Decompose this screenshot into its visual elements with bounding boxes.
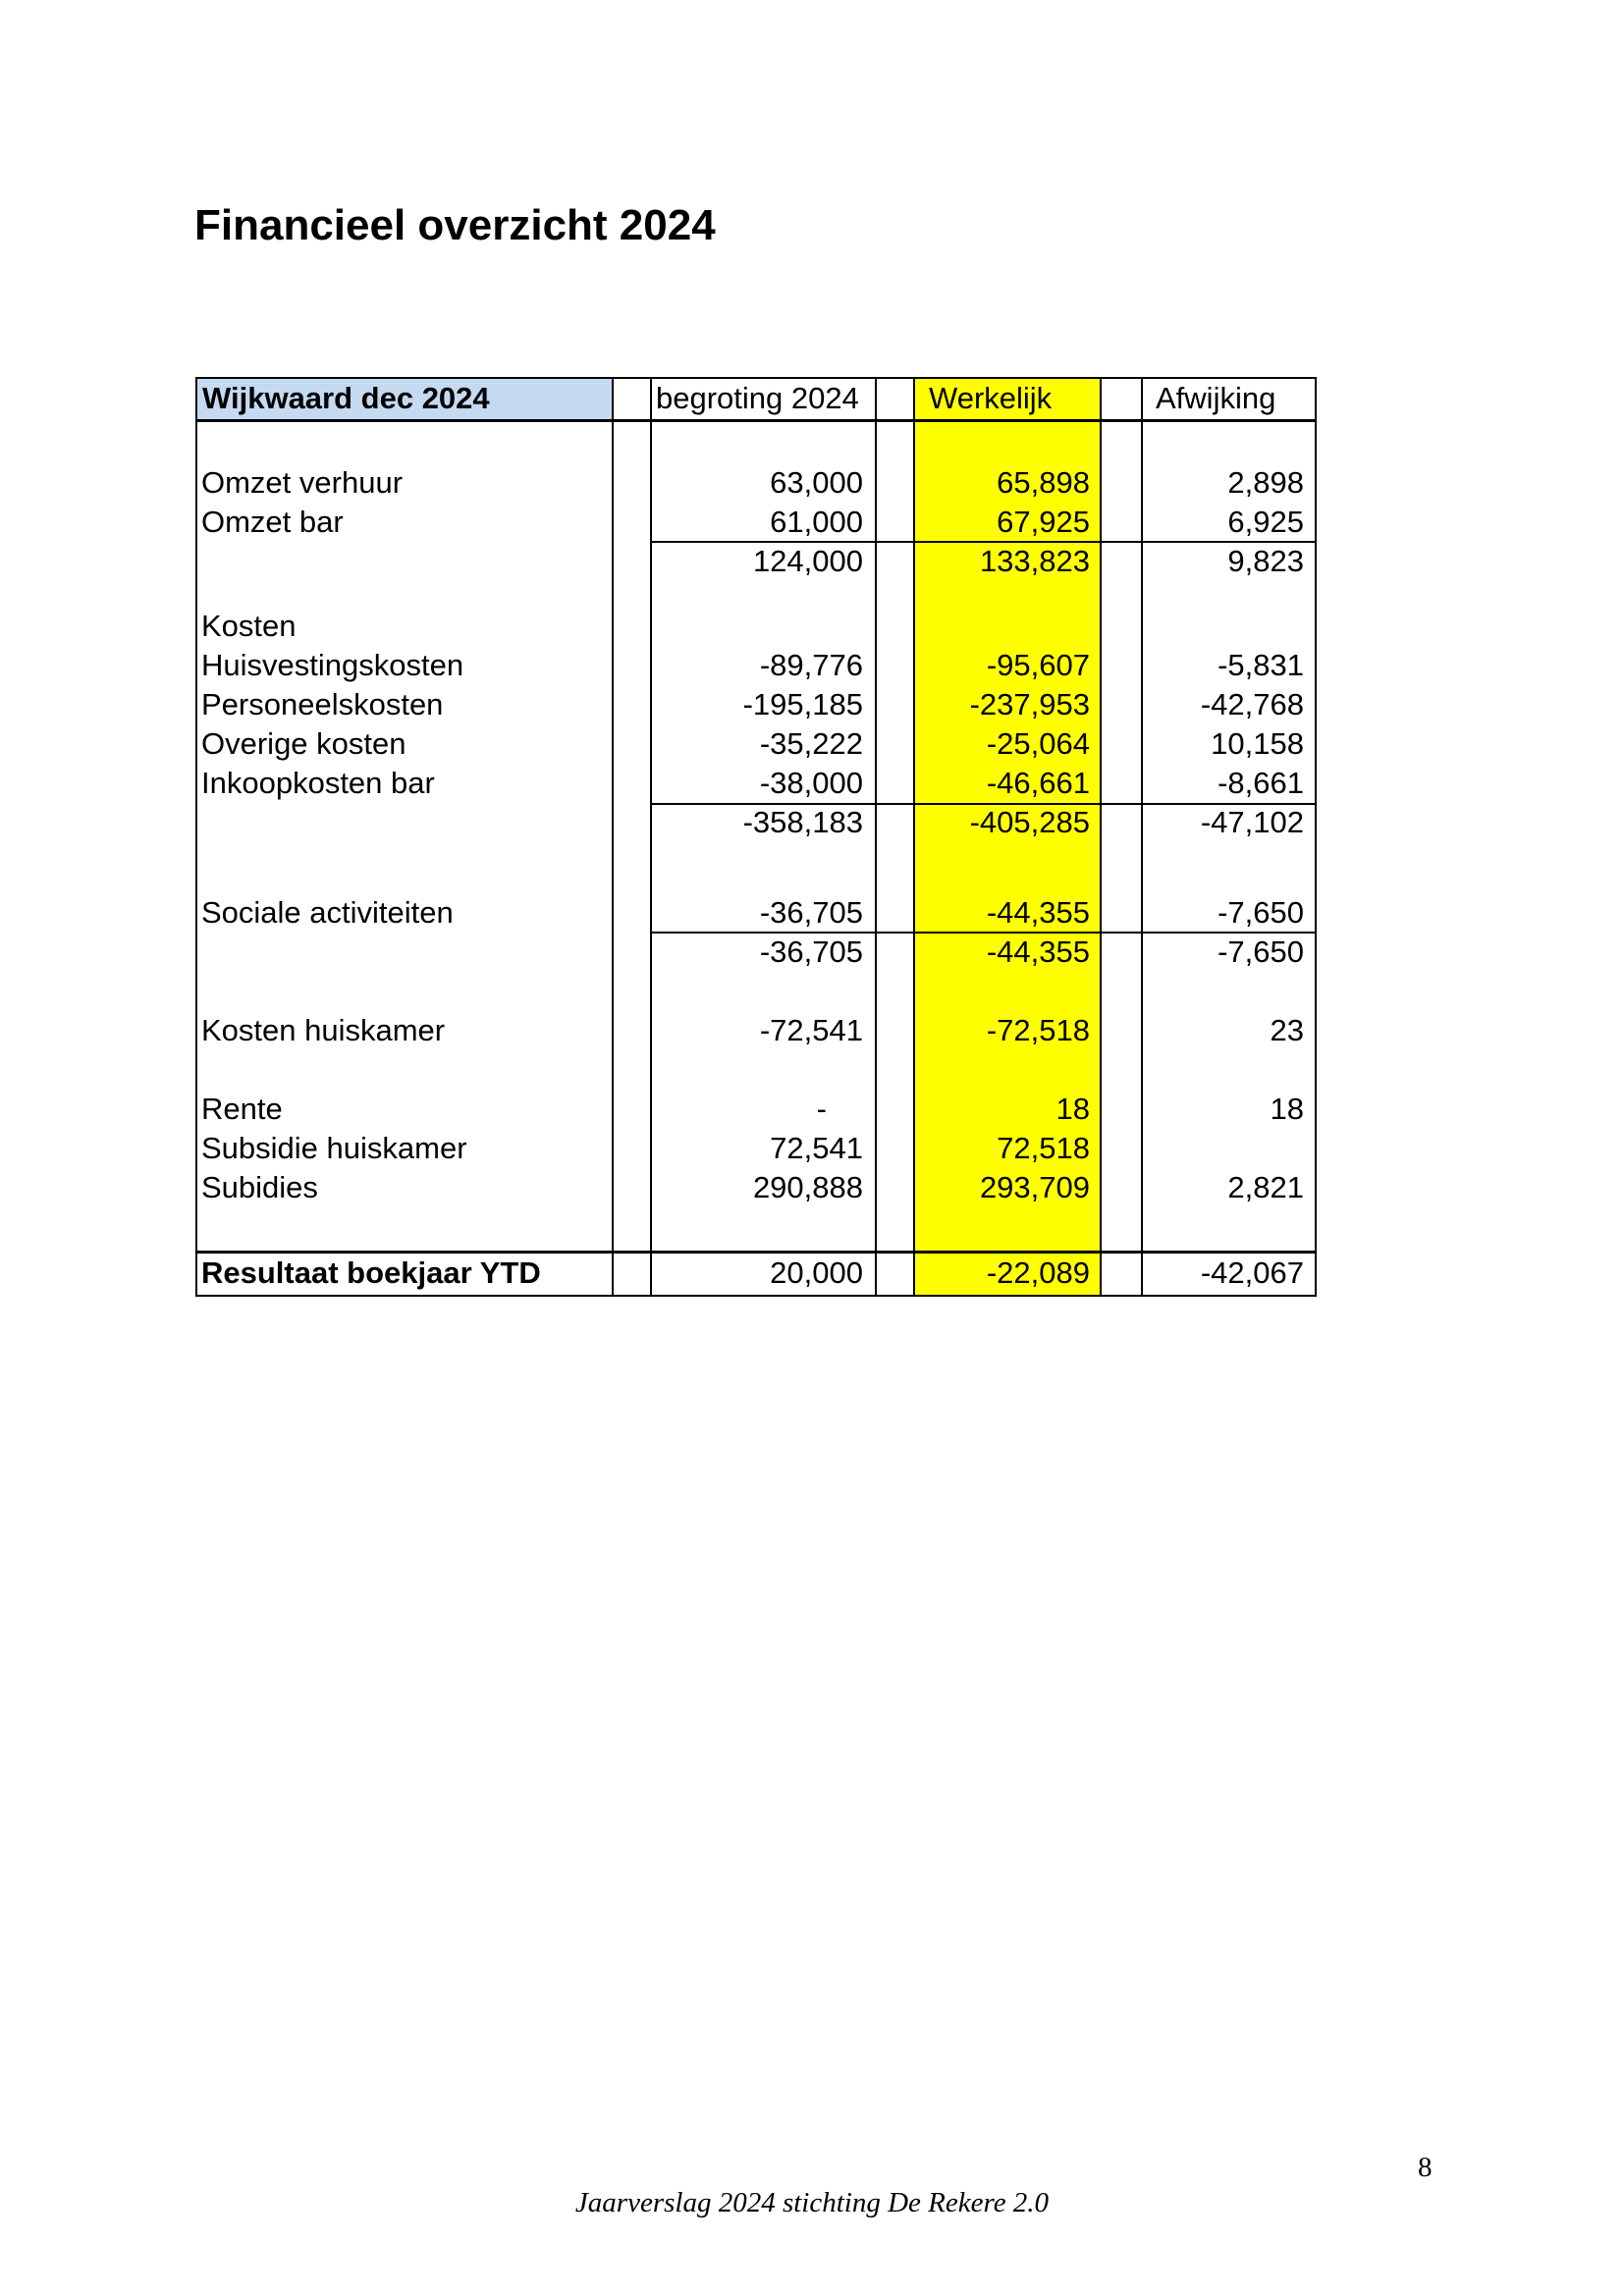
subsidies-afwijking: 2,821	[1227, 1170, 1304, 1204]
row-label-sociale-activiteiten: Sociale activiteiten	[201, 895, 454, 930]
sociale-total-afwijking: -7,650	[1218, 934, 1304, 969]
overige-kosten-afwijking: 10,158	[1211, 726, 1304, 761]
omzet-bar-begroting: 61,000	[770, 505, 863, 539]
header-afwijking: Afwijking	[1156, 381, 1276, 415]
sociale-activiteiten-begroting: -36,705	[759, 895, 863, 930]
section-heading-kosten: Kosten	[201, 609, 297, 643]
row-label-subsidie-huiskamer: Subsidie huiskamer	[201, 1131, 467, 1165]
kosten-total-begroting: -358,183	[742, 805, 863, 839]
huisvestingskosten-begroting: -89,776	[759, 648, 863, 682]
overige-kosten-werkelijk: -25,064	[986, 726, 1090, 761]
row-label-inkoopkosten-bar: Inkoopkosten bar	[201, 766, 435, 800]
omzet-verhuur-werkelijk: 65,898	[997, 465, 1090, 500]
resultaat-afwijking: -42,067	[1200, 1255, 1304, 1290]
row-label-overige-kosten: Overige kosten	[201, 726, 406, 761]
row-label-subsidies: Subidies	[201, 1170, 318, 1204]
header-werkelijk: Werkelijk	[929, 381, 1053, 415]
omzet-verhuur-begroting: 63,000	[770, 465, 863, 500]
huisvestingskosten-afwijking: -5,831	[1218, 648, 1304, 682]
row-label-resultaat: Resultaat boekjaar YTD	[201, 1255, 541, 1290]
sociale-total-werkelijk: -44,355	[986, 934, 1090, 969]
row-label-kosten-huiskamer: Kosten huiskamer	[201, 1013, 446, 1047]
table-border-bottom	[195, 1295, 1317, 1297]
omzet-bar-werkelijk: 67,925	[997, 505, 1090, 539]
rente-begroting: -	[816, 1092, 827, 1126]
kosten-huiskamer-afwijking: 23	[1270, 1013, 1304, 1047]
row-label-personeelskosten: Personeelskosten	[201, 687, 444, 721]
subsidies-begroting: 290,888	[752, 1170, 863, 1204]
omzet-total-werkelijk: 133,823	[979, 544, 1090, 578]
resultaat-werkelijk: -22,089	[986, 1255, 1090, 1290]
kosten-huiskamer-werkelijk: -72,518	[986, 1013, 1090, 1047]
inkoopkosten-bar-begroting: -38,000	[759, 766, 863, 800]
personeelskosten-afwijking: -42,768	[1200, 687, 1304, 721]
subsidie-huiskamer-begroting: 72,541	[770, 1131, 863, 1165]
table-border-right	[1315, 377, 1317, 1297]
subsidies-werkelijk: 293,709	[979, 1170, 1090, 1204]
rente-afwijking: 18	[1270, 1092, 1304, 1126]
sociale-total-begroting: -36,705	[759, 934, 863, 969]
row-label-omzet-bar: Omzet bar	[201, 505, 344, 539]
rente-werkelijk: 18	[1056, 1092, 1090, 1126]
row-label-omzet-verhuur: Omzet verhuur	[201, 465, 404, 500]
row-label-rente: Rente	[201, 1092, 283, 1126]
kosten-total-afwijking: -47,102	[1200, 805, 1304, 839]
page-title: Financieel overzicht 2024	[194, 201, 716, 249]
header-label: Wijkwaard dec 2024	[202, 381, 490, 415]
label-column-border-right	[612, 377, 614, 1297]
sociale-activiteiten-afwijking: -7,650	[1218, 895, 1304, 930]
werkelijk-column-border-right	[1100, 377, 1102, 1297]
row-label-huisvestingskosten: Huisvestingskosten	[201, 648, 464, 682]
sociale-activiteiten-werkelijk: -44,355	[986, 895, 1090, 930]
personeelskosten-werkelijk: -237,953	[969, 687, 1090, 721]
omzet-bar-afwijking: 6,925	[1227, 505, 1304, 539]
resultaat-begroting: 20,000	[770, 1255, 863, 1290]
kosten-total-werkelijk: -405,285	[969, 805, 1090, 839]
table-border-left	[195, 377, 197, 1297]
omzet-total-afwijking: 9,823	[1227, 544, 1304, 578]
omzet-verhuur-afwijking: 2,898	[1227, 465, 1304, 500]
overige-kosten-begroting: -35,222	[759, 726, 863, 761]
page-number: 8	[1418, 2152, 1433, 2183]
personeelskosten-begroting: -195,185	[742, 687, 863, 721]
header-begroting: begroting 2024	[656, 381, 859, 415]
huisvestingskosten-werkelijk: -95,607	[986, 648, 1090, 682]
begroting-column-border-right	[875, 377, 877, 1297]
subsidie-huiskamer-werkelijk: 72,518	[997, 1131, 1090, 1165]
inkoopkosten-bar-afwijking: -8,661	[1218, 766, 1304, 800]
inkoopkosten-bar-werkelijk: -46,661	[986, 766, 1090, 800]
omzet-total-begroting: 124,000	[752, 544, 863, 578]
kosten-huiskamer-begroting: -72,541	[759, 1013, 863, 1047]
footer-text: Jaarverslag 2024 stichting De Rekere 2.0	[574, 2187, 1050, 2218]
